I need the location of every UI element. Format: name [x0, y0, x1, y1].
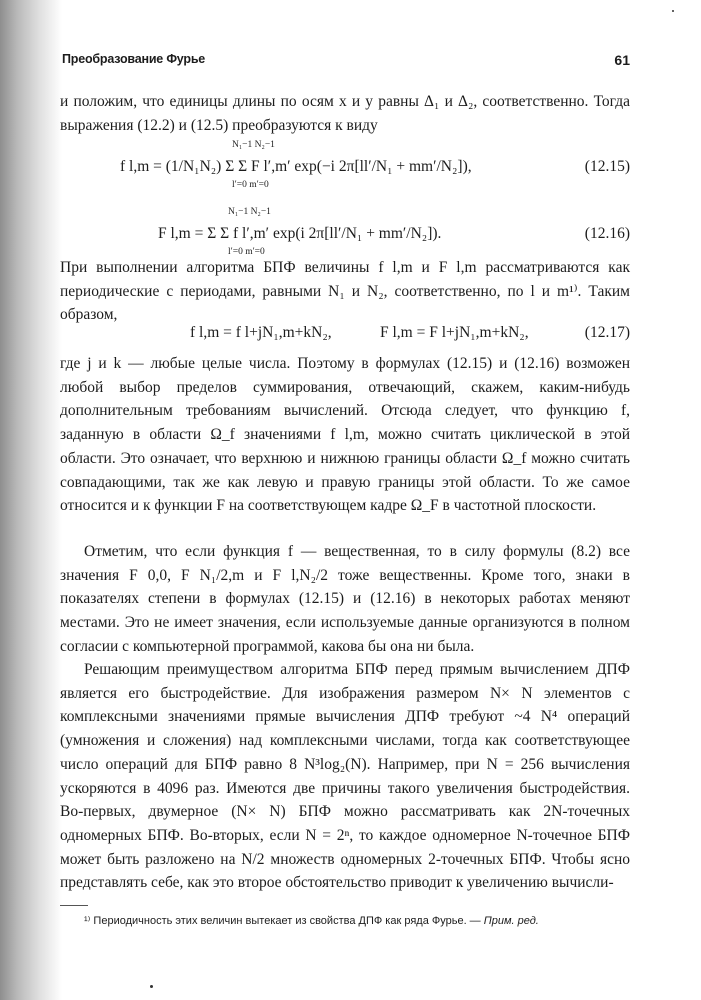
binding-shadow: [0, 0, 62, 1000]
equation-expression: f l,m = (1/N₁N₂) Σ Σ F l′,m′ exp(−i 2π[ll′/N₁ + mm′/N₂]),: [120, 158, 472, 175]
paragraph-periodic: [60, 256, 630, 327]
equation-12-15: [60, 140, 630, 198]
paragraph-text: Решающим преимуществом алгоритма БПФ перед прямым вычислением ДПФ является его быстродействие. Для изображения размером N× N элементов с комплексными значениями прямые вычисления ДПФ требуют ~4 N⁴ операций (умножения и сложения) над комплексными числами, тогда как соответствующее число операций для БПФ равно 8 N³log₂(N). Например, при N = 256 вычисления ускоряются в 4096 раз. Имеются две причины такого увеличения быстродействия. Во-первых, двумерное (N× N) БПФ можно рассматривать как 2N-точечных одномерных БПФ. Во-вторых, если N = 2ⁿ, то каждое одномерное N-точечное БПФ может быть разложено на N/2 множеств одномерных 2-точечных БПФ. Чтобы ясно представлять себе, как это второе обстоятельство приводит к увеличению вычисли-: [60, 661, 630, 892]
page-number: 61: [614, 52, 630, 68]
equation-expression: F l,m = Σ Σ f l′,m′ exp(i 2π[ll′/N₁ + mm′/N₂]).: [158, 225, 442, 242]
equation-number: (12.17): [584, 324, 630, 341]
paragraph-speed: [60, 658, 630, 895]
sum-upper-limits: N₁−1 N₂−1: [228, 207, 271, 217]
paragraph-intro: [60, 90, 630, 137]
paragraph-text: и положим, что единицы длины по осям x и y равны Δ₁ и Δ₂, соответственно. Тогда выражения (12.2) и (12.5) преобразуются к виду: [60, 93, 630, 134]
equation-number: (12.16): [584, 225, 630, 242]
sum-lower-limits: l′=0 m′=0: [228, 247, 265, 257]
running-title: Преобразование Фурье: [62, 52, 206, 66]
paragraph-cyclic: [60, 352, 630, 518]
sum-upper-limits: N₁−1 N₂−1: [232, 140, 275, 150]
footnote-signature: Прим. ред.: [483, 915, 539, 927]
equation-left-part: f l,m = f l+jN₁,m+kN₂,: [190, 324, 332, 341]
footnote: [60, 912, 630, 931]
sum-lower-limits: l′=0 m′=0: [232, 180, 269, 190]
equation-number: (12.15): [584, 158, 630, 175]
paragraph-text: где j и k — любые целые числа. Поэтому в формулах (12.15) и (12.16) возможен любой выбор пределов суммирования, отвечающий, скажем, каким-нибудь дополнительным требованиям вычислений. Отсюда следует, что функцию f, заданную в области Ω_f значениями f l,m, можно считать циклической в этой области. Это означает, что верхнюю и нижнюю границы области Ω_f можно считать совпадающими, так же как левую и правую границы этой области. То же самое относится и к функции F на соответствующем кадре Ω_F в частотной плоскости.: [60, 355, 630, 515]
equation-right-part: F l,m = F l+jN₁,m+kN₂,: [380, 324, 529, 341]
paragraph-real: [60, 540, 630, 659]
page-header: [60, 52, 630, 74]
paragraph-text: Отметим, что если функция f — вещественная, то в силу формулы (8.2) все значения F 0,0, F N₁/2,m и F l,N₂/2 тоже вещественны. Кроме того, знаки в показателях степени в формулах (12.15) и (12.16) в некоторых работах меняют местами. Это не имеет значения, если используемые данные организуются в полном согласии с компьютерной программой, какова бы она ни была.: [60, 543, 630, 655]
book-page: [60, 0, 630, 1000]
paragraph-text: При выполнении алгоритма БПФ величины f l,m и F l,m рассматриваются как периодические с периодами, равными N₁ и N₂, соответственно, по l и m¹⁾. Таким образом,: [60, 259, 630, 324]
scan-speck: [672, 10, 674, 12]
equation-12-17: [60, 324, 630, 348]
footnote-rule: [60, 905, 88, 906]
footnote-text: ¹⁾ Периодичность этих величин вытекает из свойства ДПФ как ряда Фурье. —: [84, 915, 481, 927]
